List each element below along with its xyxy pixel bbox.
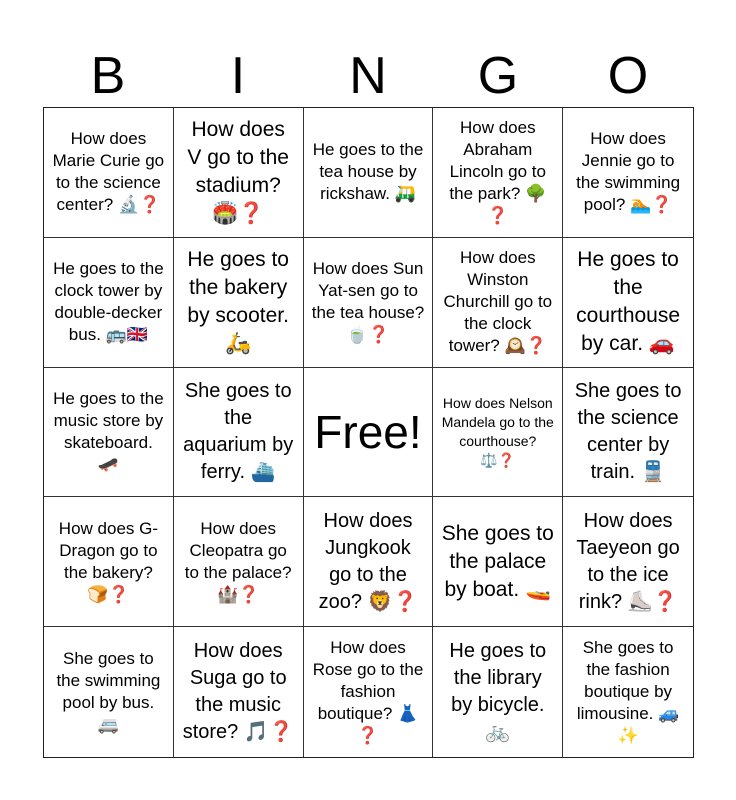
bingo-cell[interactable] (174, 368, 304, 498)
bingo-cell[interactable] (433, 627, 563, 757)
bingo-cell-text: How does Nelson Mandela go to the courthouse? ⚖️❓ (441, 394, 554, 468)
bingo-cell-text: He goes to the bakery by scooter. 🛵 (187, 248, 289, 356)
header-letter-n: N (349, 47, 387, 105)
bingo-cell[interactable] (174, 238, 304, 368)
free-space-label: Free! (314, 405, 422, 458)
bingo-cell[interactable] (563, 108, 693, 238)
bingo-cell[interactable] (563, 368, 693, 498)
bingo-cell[interactable] (44, 108, 174, 238)
bingo-cell-text: How does Jennie go to the swimming pool? 🏊❓ (576, 129, 681, 215)
bingo-cell-text: He goes to the clock tower by double-decker bus. 🚌🇬🇧 (53, 259, 164, 345)
header-letter-o: O (607, 47, 649, 105)
bingo-cell-text: How does Cleopatra go to the palace? 🏰❓ (184, 518, 292, 604)
bingo-cell[interactable] (44, 368, 174, 498)
bingo-cell[interactable] (44, 497, 174, 627)
bingo-cell[interactable] (174, 497, 304, 627)
bingo-cell-text: How does Sun Yat-sen go to the tea house? 🍵❓ (311, 259, 425, 345)
bingo-cell[interactable] (563, 238, 693, 368)
bingo-cell[interactable] (304, 627, 434, 757)
bingo-cell-text: She goes to the swimming pool by bus. 🚐 (56, 649, 161, 735)
bingo-cell-text: How does Taeyeon go to the ice rink? ⛸️❓ (576, 509, 680, 613)
bingo-header (43, 42, 693, 110)
bingo-cell[interactable] (304, 108, 434, 238)
bingo-cell[interactable] (304, 497, 434, 627)
bingo-cell-text: How does Abraham Lincoln go to the park? 🌳❓ (449, 118, 547, 226)
bingo-cell-text: How does Marie Curie go to the science center? 🔬❓ (52, 129, 165, 215)
bingo-cell[interactable] (563, 627, 693, 757)
bingo-cell[interactable] (563, 497, 693, 627)
bingo-cell-text: He goes to the library by bicycle. 🚲 (449, 640, 547, 744)
header-letter-b: B (90, 47, 126, 105)
bingo-cell-text: She goes to the science center by train. 🚆 (574, 379, 682, 483)
bingo-cell[interactable] (174, 627, 304, 757)
bingo-cell-text: How does Suga go to the music store? 🎵❓ (182, 640, 294, 744)
bingo-cell[interactable] (433, 238, 563, 368)
bingo-cell-text: How does G-Dragon go to the bakery? 🍞❓ (58, 518, 158, 604)
bingo-cell[interactable] (433, 368, 563, 498)
bingo-cell-text: He goes to the courthouse by car. 🚗 (576, 248, 681, 356)
bingo-cell-text: How does Winston Churchill go to the clock tower? 🕰️❓ (443, 248, 553, 356)
bingo-cell-text: How does V go to the stadium? 🏟️❓ (187, 118, 289, 226)
bingo-cell[interactable] (433, 497, 563, 627)
bingo-cell[interactable] (433, 108, 563, 238)
header-letter-g: G (477, 47, 519, 105)
bingo-cell-text: He goes to the tea house by rickshaw. 🛺 (312, 140, 424, 204)
bingo-cell-text: How does Rose go to the fashion boutique? 👗❓ (312, 638, 424, 746)
header-letter-i: I (230, 47, 246, 105)
bingo-cell[interactable] (44, 238, 174, 368)
bingo-cell-text: She goes to the palace by boat. 🚤 (441, 521, 554, 601)
bingo-cell[interactable] (174, 108, 304, 238)
bingo-cell-text: He goes to the music store by skateboard. 🛹 (53, 388, 164, 474)
bingo-card-grid (43, 107, 694, 758)
bingo-cell-text: She goes to the fashion boutique by limousine. 🚙✨ (576, 638, 680, 746)
free-space[interactable] (304, 368, 434, 498)
bingo-cell-text: How does Jungkook go to the zoo? 🦁❓ (318, 509, 418, 613)
bingo-cell[interactable] (304, 238, 434, 368)
bingo-cell-text: She goes to the aquarium by ferry. ⛴️ (183, 379, 294, 483)
bingo-cell[interactable] (44, 627, 174, 757)
